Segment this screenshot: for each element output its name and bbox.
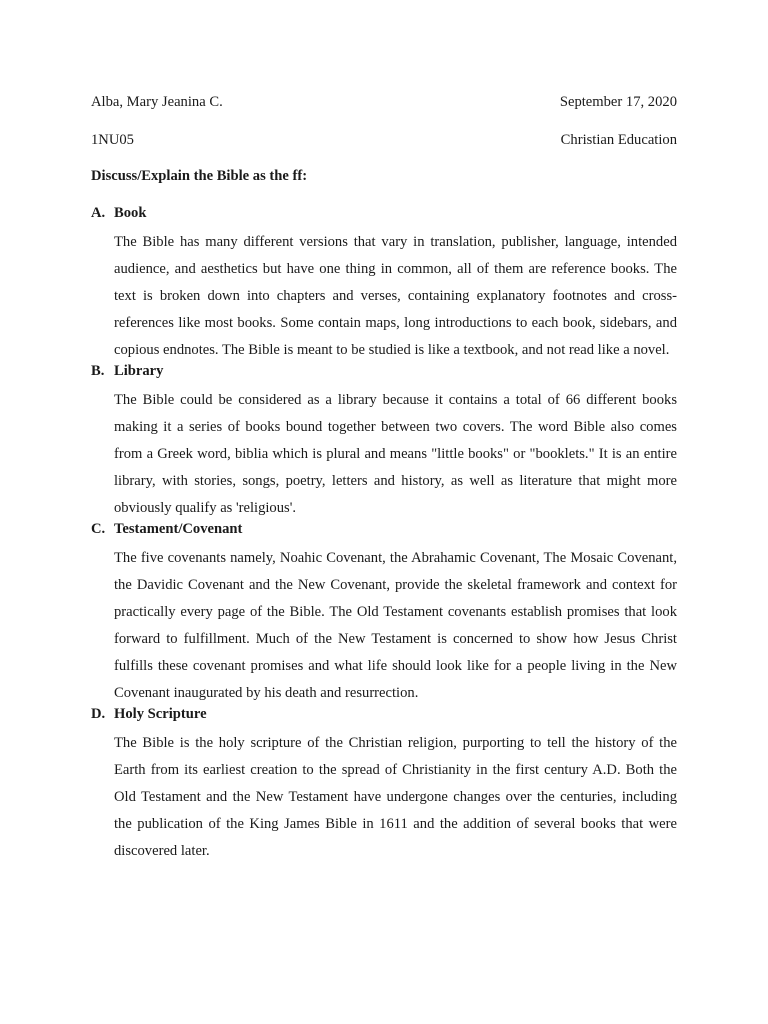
section-heading [91,520,677,538]
section-book [91,204,677,364]
section-letter: D. [91,706,106,722]
course-name: Christian Education [560,132,677,148]
section-body [114,545,677,707]
document-date: September 17, 2020 [559,94,677,110]
section-heading [91,362,677,380]
section-body [114,387,677,522]
section-letter: C. [91,521,106,537]
section-code: 1NU05 [91,132,134,148]
author-name: Alba, Mary Jeanina C. [91,94,223,110]
section-letter: A. [91,205,106,221]
section-heading [91,204,677,222]
section-heading [91,705,677,723]
section-title: Book [114,205,147,221]
section-paragraph: The five covenants namely, Noahic Covenant, the Abrahamic Covenant, The Mosaic Covenant, the Davidic Covenant and the New Covenant, provide the skeletal framework and context for practically every page of the Bible. The Old Testament covenants establish promises that look forward to fulfillment. Much of the New Testament is concerned to show how Jesus Christ fulfills these covenant promises and what life should look like for a people living in the New Covenant inaugurated by his death and resurrection. [114,550,677,701]
section-letter: B. [91,363,105,379]
section-paragraph: The Bible has many different versions that vary in translation, publisher, language, intended audience, and aesthetics but have one thing in common, all of them are reference books. The text is broken down into chapters and verses, containing explanatory footnotes and cross-references like most books. Some contain maps, long introductions to each book, sidebars, and copious endnotes. The Bible is meant to be studied is like a textbook, and not read like a novel. [114,234,677,358]
header-row-2 [91,131,677,149]
assignment-prompt: Discuss/Explain the Bible as the ff: [91,168,308,184]
section-title: Testament/Covenant [114,521,243,537]
section-title: Holy Scripture [114,706,207,722]
section-paragraph: The Bible is the holy scripture of the Christian religion, purporting to tell the history of the Earth from its earliest creation to the spread of Christianity in the first century A.D. Both the Old Testament and the New Testament have undergone changes over the centuries, including the publication of the King James Bible in 1611 and the addition of several books that were discovered later. [114,735,677,859]
section-testament-covenant [91,520,677,707]
sections-list [91,204,677,863]
section-title: Library [114,363,164,379]
section-paragraph: The Bible could be considered as a library because it contains a total of 66 different books making it a series of books bound together between two covers. The word Bible also comes from a Greek word, biblia which is plural and means "little books" or "booklets." It is an entire library, with stories, songs, poetry, letters and history, as well as literature that might more obviously qualify as 'religious'. [114,392,677,516]
section-holy-scripture [91,705,677,865]
section-library [91,362,677,522]
section-body [114,730,677,865]
header-row-1 [91,93,677,111]
section-body [114,229,677,364]
